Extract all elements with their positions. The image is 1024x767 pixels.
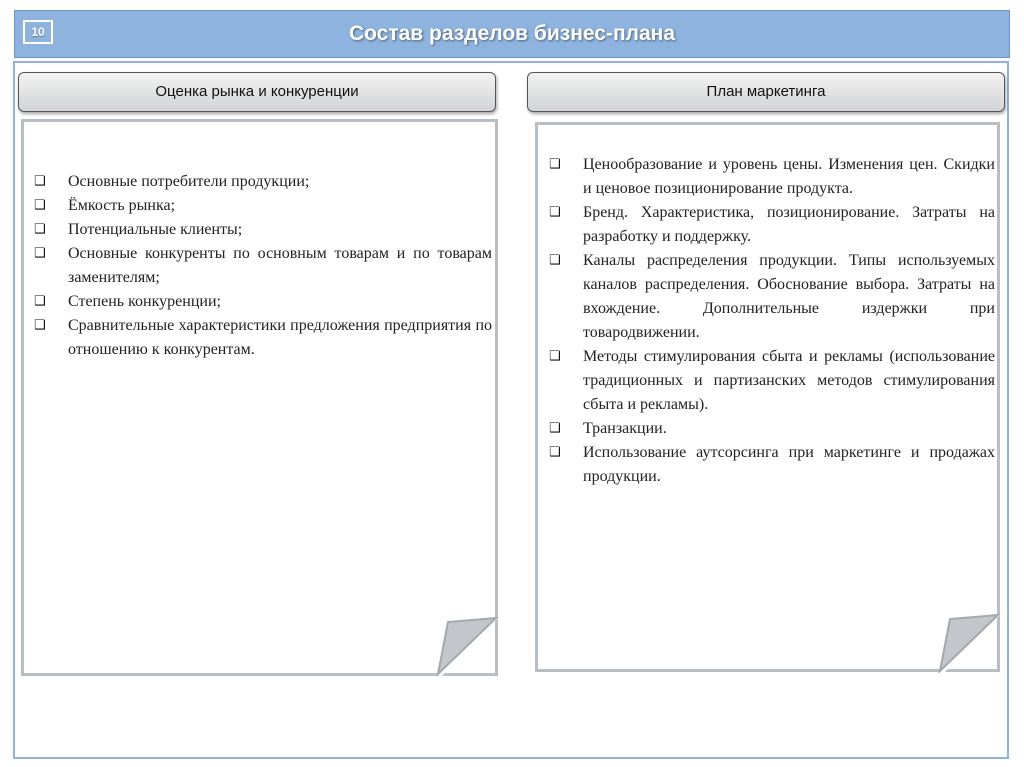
list-item-text: Методы стимулирования сбыта и рекламы (использование традиционных и партизанских методов стимулирования сбыта и рекламы). [583,348,995,413]
checkbox-bullet-icon: ❑ [549,205,561,220]
list-item-text: Основные потребители продукции; [68,173,310,190]
list-item-text: Использование аутсорсинга при маркетинге и продажах продукции. [583,444,995,485]
checkbox-bullet-icon: ❑ [34,198,46,213]
market-assessment-list [28,170,492,362]
list-item [543,249,995,345]
list-item-text: Бренд. Характеристика, позиционирование. Затраты на разработку и поддержку. [583,204,995,245]
list-item-text: Степень конкуренции; [68,293,221,310]
list-item [543,201,995,249]
checkbox-bullet-icon: ❑ [549,421,561,436]
checkbox-bullet-icon: ❑ [34,246,46,261]
list-item-text: Транзакции. [583,420,667,437]
list-item [543,441,995,489]
list-item [543,153,995,201]
checkbox-bullet-icon: ❑ [34,294,46,309]
slide-number: 10 [23,20,53,44]
list-item-text: Ёмкость рынка; [68,197,176,214]
checkbox-bullet-icon: ❑ [34,222,46,237]
list-item-text: Ценообразование и уровень цены. Изменения цен. Скидки и ценовое позиционирование продукта. [583,156,995,197]
page-fold-icon [932,607,1004,677]
list-item [543,345,995,417]
title-bar [14,10,1010,58]
slide-title: Состав разделов бизнес-плана [348,22,676,45]
list-item [28,194,492,218]
list-item [28,314,492,362]
list-item [28,290,492,314]
list-item [28,218,492,242]
marketing-plan-list [543,153,995,489]
checkbox-bullet-icon: ❑ [549,253,561,268]
checkbox-bullet-icon: ❑ [34,174,46,189]
checkbox-bullet-icon: ❑ [549,157,561,172]
list-item [543,417,995,441]
list-item [28,242,492,290]
marketing-plan-note [535,122,1000,672]
list-item-text: Основные конкуренты по основным товарам и по товарам заменителям; [68,245,492,286]
checkbox-bullet-icon: ❑ [549,349,561,364]
checkbox-bullet-icon: ❑ [34,318,46,333]
market-assessment-note [21,119,498,676]
page-fold-icon [430,610,502,680]
checkbox-bullet-icon: ❑ [549,445,561,460]
list-item-text: Потенциальные клиенты; [68,221,243,238]
marketing-plan-heading: План маркетинга [527,72,1005,112]
list-item-text: Каналы распределения продукции. Типы используемых каналов распределения. Обоснование выбора. Затраты на вхождение. Дополнительные издержки при товародвижении. [583,252,995,341]
list-item [28,170,492,194]
market-assessment-heading: Оценка рынка и конкуренции [18,72,496,112]
list-item-text: Сравнительные характеристики предложения предприятия по отношению к конкурентам. [68,317,492,358]
